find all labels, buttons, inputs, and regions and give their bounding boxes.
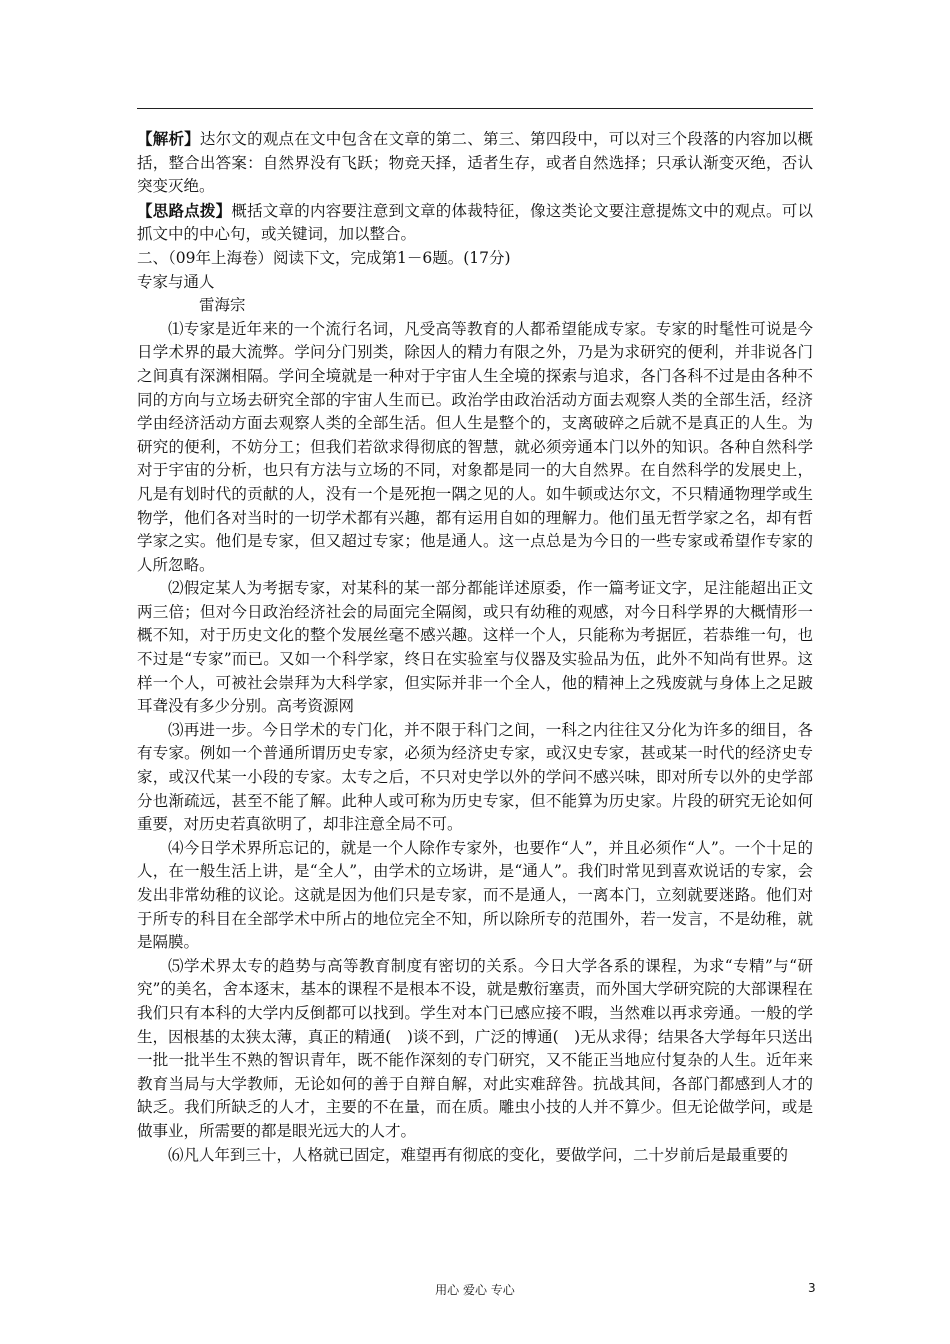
page-number: 3: [808, 1281, 816, 1295]
article-title: 专家与通人: [137, 272, 215, 291]
page-body: [137, 127, 813, 1167]
article-paragraph-6: ⑹凡人年到三十，人格就已固定，难望再有彻底的变化，要做学问，二十岁前后是最重要的: [168, 1145, 789, 1164]
analysis-paragraph: [137, 127, 813, 199]
article-paragraph-1: ⑴专家是近年来的一个流行名词，凡受高等教育的人都希望能成专家。专家的时髦性可说是今日学术界的最大流弊。学问分门别类，除因人的精力有限之外，乃是为求研究的便利，并非说各门之间真有深渊相隔。学问全境就是一种对于宇宙人生全境的探索与追求，各门各科不过是由各种不同的方向与立场去研究全部的宇宙人生而已。政治学由政治活动方面去观察人类的全部生活，经济学由经济活动方面去观察人类的全部生活。但人生是整个的，支离破碎之后就不是真正的人生。为研究的便利，不妨分工；但我们若欲求得彻底的智慧，就必须旁通本门以外的知识。各种自然科学对于宇宙的分析，也只有方法与立场的不同，对象都是同一的大自然界。在自然科学的发展史上，凡是有划时代的贡献的人，没有一个是死抱一隅之见的人。如牛顿或达尔文，不只精通物理学或生物学，他们各对当时的一切学术都有兴趣，都有运用自如的理解力。他们虽无哲学家之名，却有哲学家之实。他们是专家，但又超过专家；他是通人。这一点总是为今日的一些专家或希望作专家的人所忽略。: [137, 319, 813, 574]
tip-text: 概括文章的内容要注意到文章的体裁特征，像这类论文要注意提炼文中的观点。可以抓文中的中心句，或关键词，加以整合。: [137, 201, 813, 244]
article-paragraph-3: ⑶再进一步。今日学术的专门化，并不限于科门之间，一科之内往往又分化为许多的细目，各有专家。例如一个普通所谓历史专家，必须为经济史专家，或汉史专家，甚或某一时代的经济史专家，或汉代某一小段的专家。太专之后，不只对史学以外的学问不感兴味，即对所专以外的史学部分也渐疏远，甚至不能了解。此种人或可称为历史专家，但不能算为历史家。片段的研究无论如何重要，对历史若真欲明了，却非注意全局不可。: [137, 720, 813, 834]
article-author: 雷海宗: [199, 296, 246, 315]
article-paragraph-5: ⑸学术界太专的趋势与高等教育制度有密切的关系。今日大学各系的课程，为求“专精”与“研究”的美名，舍本逐末，基本的课程不是根本不设，就是敷衍塞责，而外国大学研究院的大部课程在我们只有本科的大学内反倒都可以找到。学生对本门已感应接不暇，当然难以再求旁通。一般的学生，因根基的太狭太薄，真正的精通( )谈不到，广泛的博通( )无从求得；结果各大学每年只送出一批一批半生不熟的智识青年，既不能作深刻的专门研究，又不能正当地应付复杂的人生。近年来教育当局与大学教师，无论如何的善于自辩自解，对此实难辞咎。抗战其间，各部门都感到人才的缺乏。我们所缺乏的人才，主要的不在量，而在质。雕虫小技的人并不算少。但无论做学问，或是做事业，所需要的都是眼光远大的人才。: [137, 956, 813, 1140]
header-rule: [137, 108, 813, 109]
analysis-label: 【解析】: [137, 129, 200, 148]
article-paragraph-4: ⑷今日学术界所忘记的，就是一个人除作专家外，也要作“人”，并且必须作“人”。一个十足的人，在一般生活上讲，是“全人”，由学术的立场讲，是“通人”。我们时常见到喜欢说话的专家，会发出非常幼稚的议论。这就是因为他们只是专家，而不是通人，一离本门，立刻就要迷路。他们对于所专的科目在全部学术中所占的地位完全不知，所以除所专的范围外，若一发言，不是幼稚，就是隔膜。: [137, 838, 813, 952]
analysis-text: 达尔文的观点在文中包含在文章的第二、第三、第四段中，可以对三个段落的内容加以概括，整合出答案：自然界没有飞跃；物竞天择，适者生存，或者自然选择；只承认渐变灭绝，否认突变灭绝。: [137, 130, 813, 196]
article-paragraph-2: ⑵假定某人为考据专家，对某科的某一部分都能详述原委，作一篇考证文字，足注能超出正文两三倍；但对今日政治经济社会的局面完全隔阂，或只有幼稚的观感，对今日科学界的大概情形一概不知，对于历史文化的整个发展丝毫不感兴趣。这样一个人，只能称为考据匠，若恭维一句，也不过是“专家”而已。又如一个科学家，终日在实验室与仪器及实验品为伍，此外不知尚有世界。这样一个人，可被社会崇拜为大科学家，但实际并非一个全人，他的精神上之残废就与身体上之足跛耳聋没有多少分别。高考资源网: [137, 579, 813, 716]
footer-motto: 用心 爱心 专心: [435, 1283, 515, 1297]
section-heading: 二、（09年上海卷）阅读下文，完成第1－6题。(17分): [137, 248, 511, 267]
tip-paragraph: [137, 199, 813, 247]
tip-label: 【思路点拨】: [137, 200, 232, 220]
